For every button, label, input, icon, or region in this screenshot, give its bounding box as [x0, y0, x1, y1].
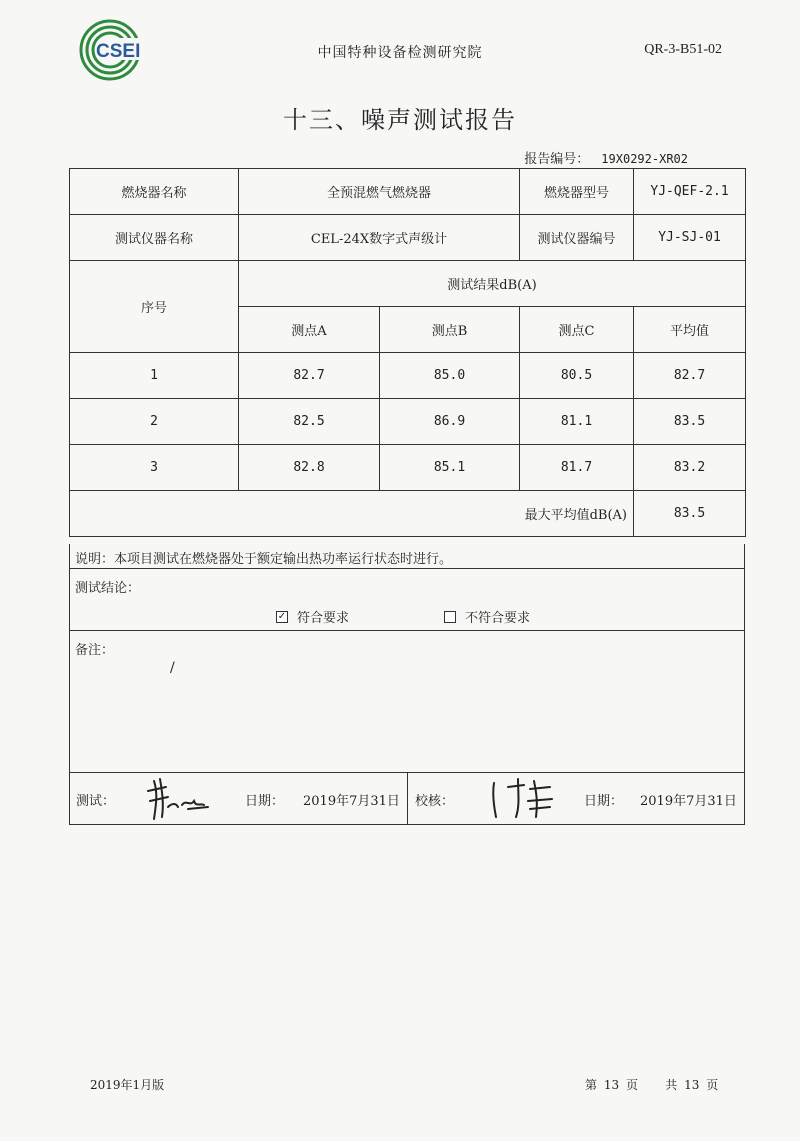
seq-header: 序号: [70, 261, 239, 353]
svg-text:CSEI: CSEI: [96, 41, 141, 62]
not-meets-requirements-label: 不符合要求: [465, 611, 531, 626]
edition-label: 2019年1月版: [90, 1078, 165, 1092]
point-c-value: 81.7: [520, 445, 634, 491]
max-average-value: 83.5: [634, 491, 746, 537]
report-number: [524, 148, 688, 167]
date1-label: 日期：: [245, 794, 285, 809]
remarks-label: 备注：: [75, 643, 115, 658]
row-seq: 3: [70, 445, 239, 491]
page-counter: [585, 1076, 718, 1093]
test-note: 说明：本项目测试在燃烧器处于额定输出热功率运行状态时进行。: [69, 544, 745, 569]
page-current: 13: [603, 1078, 620, 1092]
point-b-value: 85.0: [380, 353, 520, 399]
date1-value: 2019年7月31日: [303, 794, 400, 809]
remarks-section: [69, 631, 745, 773]
instrument-name-label: 测试仪器名称: [70, 215, 239, 261]
table-row: [70, 445, 746, 491]
column-header-avg: 平均值: [634, 307, 746, 353]
total-suffix: 页: [706, 1078, 719, 1092]
max-average-label: 最大平均值dB(A): [70, 491, 634, 537]
column-header-a: 测点A: [239, 307, 380, 353]
table-row: [70, 399, 746, 445]
burner-model-value: YJ-QEF-2.1: [634, 169, 746, 215]
form-code: QR-3-B51-02: [644, 42, 722, 57]
max-average-row: [70, 491, 746, 537]
report-number-value: 19X0292-XR02: [601, 152, 688, 166]
average-value: 82.7: [634, 353, 746, 399]
point-a-value: 82.7: [239, 353, 380, 399]
tester-signature: [138, 773, 218, 823]
date2-value: 2019年7月31日: [640, 794, 737, 809]
tester-label: 测试：: [76, 794, 116, 809]
remarks-value: /: [170, 660, 175, 676]
reviewer-label: 校核：: [415, 794, 455, 809]
instrument-number-label: 测试仪器编号: [520, 215, 634, 261]
column-header-c: 测点C: [520, 307, 634, 353]
average-value: 83.5: [634, 399, 746, 445]
unchecked-checkbox-icon[interactable]: [444, 611, 456, 623]
burner-model-label: 燃烧器型号: [520, 169, 634, 215]
total-prefix: 共: [665, 1078, 678, 1092]
point-b-value: 86.9: [380, 399, 520, 445]
meets-requirements-label: 符合要求: [297, 611, 350, 626]
instrument-name-value: CEL-24X数字式声级计: [239, 215, 520, 261]
results-group-header: 测试结果dB(A): [239, 261, 746, 307]
page-title: 十三、噪声测试报告: [283, 106, 517, 134]
page-total: 13: [684, 1078, 700, 1092]
point-a-value: 82.5: [239, 399, 380, 445]
test-conclusion: [69, 569, 745, 631]
point-a-value: 82.8: [239, 445, 380, 491]
signoff-divider: [407, 773, 408, 824]
table-row: [70, 353, 746, 399]
reviewer-signature: [482, 773, 562, 823]
organization-name: 中国特种设备检测研究院: [317, 45, 483, 61]
point-c-value: 80.5: [520, 353, 634, 399]
average-value: 83.2: [634, 445, 746, 491]
report-number-label: 报告编号：: [524, 152, 590, 167]
row-seq: 2: [70, 399, 239, 445]
page-suffix: 页: [625, 1078, 638, 1092]
point-c-value: 81.1: [520, 399, 634, 445]
date2-label: 日期：: [584, 794, 624, 809]
results-header-row: [70, 261, 746, 307]
instrument-info-row: [70, 215, 746, 261]
signoff-row: [69, 773, 745, 825]
instrument-number-value: YJ-SJ-01: [634, 215, 746, 261]
burner-info-row: [70, 169, 746, 215]
burner-name-label: 燃烧器名称: [70, 169, 239, 215]
page-prefix: 第: [585, 1078, 598, 1092]
meets-requirements-option[interactable]: [276, 607, 349, 626]
column-header-b: 测点B: [380, 307, 520, 353]
checked-checkbox-icon[interactable]: ✓: [277, 610, 287, 622]
point-b-value: 85.1: [380, 445, 520, 491]
conclusion-label: 测试结论：: [75, 581, 141, 596]
burner-name-value: 全预混燃气燃烧器: [239, 169, 520, 215]
not-meets-requirements-option[interactable]: [444, 607, 530, 626]
row-seq: 1: [70, 353, 239, 399]
noise-test-table: [69, 168, 746, 537]
